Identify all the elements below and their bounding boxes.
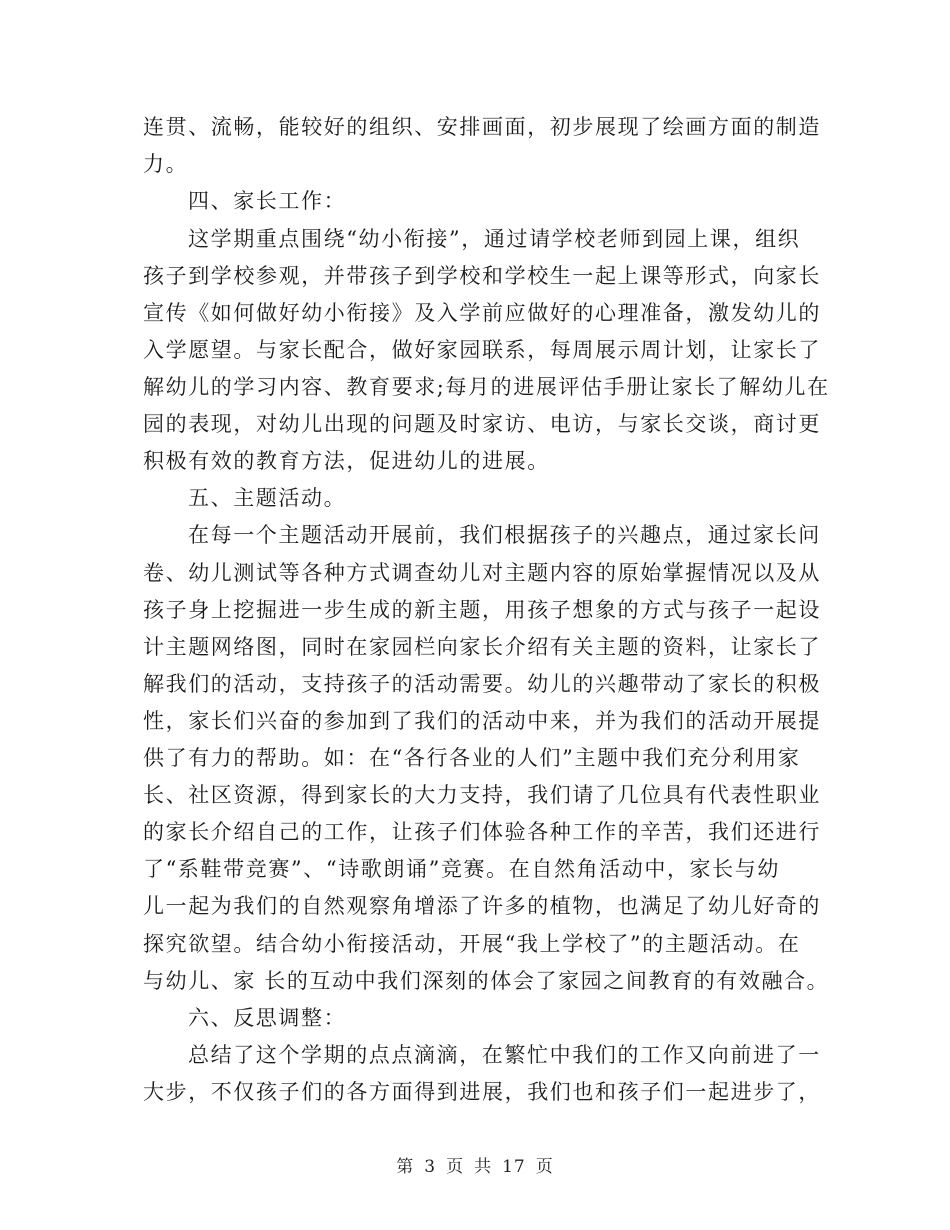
section-heading-reflection: 六、反思调整：: [188, 1006, 347, 1030]
footer-page-word: 页: [446, 1157, 465, 1177]
text-line: 性，家长们兴奋的参加到了我们的活动中来，并为我们的活动开展提: [143, 709, 821, 733]
text-line: 孩子身上挖掘进一步生成的新主题，用孩子想象的方式与孩子一起设: [143, 598, 821, 622]
text-line: 了“系鞋带竞赛”、“诗歌朗诵”竞赛。在自然角活动中，家长与幼: [143, 857, 780, 881]
text-line: 积极有效的教育方法，促进幼儿的进展。: [143, 449, 550, 473]
text-line: 力。: [143, 152, 189, 176]
footer-prefix: 第: [396, 1157, 415, 1177]
text-line: 解幼儿的学习内容、教育要求;每月的进展评估手册让家长了解幼儿在: [143, 375, 830, 399]
section-heading-theme-activities: 五、主题活动。: [188, 486, 347, 510]
current-page-number: 3: [424, 1157, 437, 1177]
text-line: 连贯、流畅，能较好的组织、安排画面，初步展现了绘画方面的制造: [143, 115, 821, 139]
text-line: 大步，不仅孩子们的各方面得到进展，我们也和孩子们一起进步了，: [143, 1080, 821, 1104]
total-page-count: 17: [502, 1157, 526, 1177]
text-line: 与幼儿、家 长的互动中我们深刻的体会了家园之间教育的有效融合。: [143, 969, 830, 993]
text-line: 的家长介绍自己的工作，让孩子们体验各种工作的辛苦，我们还进行: [143, 820, 821, 844]
text-line: 总结了这个学期的点点滴滴，在繁忙中我们的工作又向前进了一: [188, 1043, 821, 1067]
text-line: 长、社区资源，得到家长的大力支持，我们请了几位具有代表性职业: [143, 783, 821, 807]
text-line: 解我们的活动，支持孩子的活动需要。幼儿的兴趣带动了家长的积极: [143, 672, 821, 696]
text-line: 入学愿望。与家长配合，做好家园联系，每周展示周计划，让家长了: [143, 338, 821, 362]
footer-total-word: 共: [474, 1157, 493, 1177]
text-line: 探究欲望。结合幼小衔接活动，开展“我上学校了”的主题活动。在: [143, 932, 801, 956]
page-number-footer: [0, 1152, 950, 1177]
text-line: 孩子到学校参观，并带孩子到学校和学校生一起上课等形式，向家长: [143, 264, 821, 288]
text-line: 宣传《如何做好幼小衔接》及入学前应做好的心理准备，激发幼儿的: [143, 301, 821, 325]
text-line: 供了有力的帮助。如：在“各行各业的人们”主题中我们充分利用家: [143, 746, 801, 770]
text-line: 园的表现，对幼儿出现的问题及时家访、电访，与家长交谈，商讨更: [143, 412, 821, 436]
text-line: 计主题网络图，同时在家园栏向家长介绍有关主题的资料，让家长了: [143, 635, 821, 659]
text-line: 这学期重点围绕“幼小衔接”，通过请学校老师到园上课，组织: [188, 227, 801, 251]
section-heading-parent-work: 四、家长工作：: [188, 189, 347, 213]
text-line: 卷、幼儿测试等各种方式调查幼儿对主题内容的原始掌握情况以及从: [143, 561, 821, 585]
text-line: 儿一起为我们的自然观察角增添了许多的植物，也满足了幼儿好奇的: [143, 894, 821, 918]
footer-suffix: 页: [535, 1157, 554, 1177]
text-line: 在每一个主题活动开展前，我们根据孩子的兴趣点，通过家长问: [188, 523, 821, 547]
